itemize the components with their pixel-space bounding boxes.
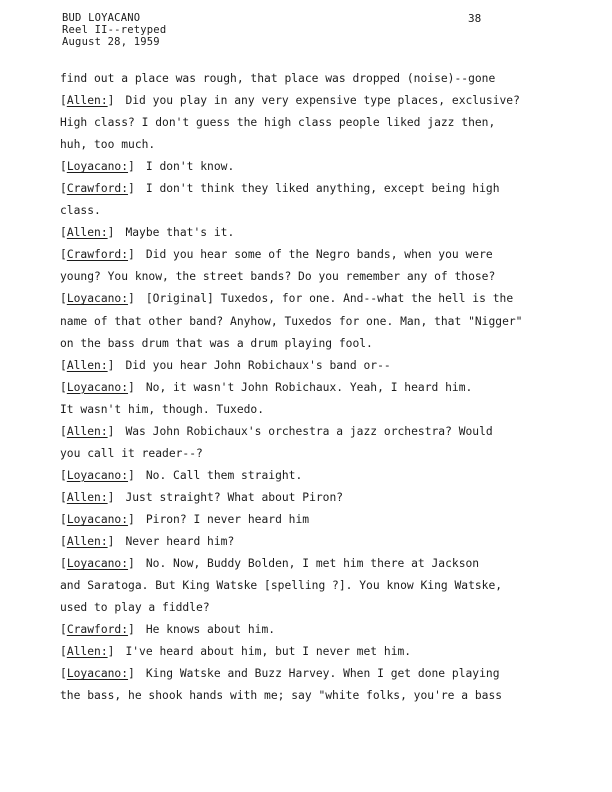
line-text: Was John Robichaux's orchestra a jazz orchestra? Would — [125, 424, 493, 438]
speaker-label: [Loyacano:] — [60, 380, 135, 394]
transcript-line — [60, 112, 580, 134]
transcript-line — [60, 465, 580, 487]
transcript-line — [60, 685, 580, 707]
speaker-label: [Allen:] — [60, 358, 115, 372]
transcript-line — [60, 311, 580, 333]
transcript-line — [60, 244, 580, 266]
transcript-line — [60, 288, 580, 310]
line-text: you call it reader--? — [60, 446, 203, 460]
header-name: BUD LOYACANO — [62, 12, 141, 24]
transcript-line — [60, 377, 580, 399]
transcript-line — [60, 531, 580, 553]
transcript-line — [60, 421, 580, 443]
speaker-label: [Loyacano:] — [60, 512, 135, 526]
line-text: find out a place was rough, that place was dropped (noise)--gone — [60, 72, 496, 85]
transcript-line — [60, 266, 580, 288]
transcript-line — [60, 509, 580, 531]
line-text: used to play a fiddle? — [60, 601, 210, 615]
transcript-line — [60, 68, 580, 90]
transcript-line — [60, 355, 580, 377]
speaker-label: [Crawford:] — [60, 248, 135, 262]
transcript-line — [60, 619, 580, 641]
transcript-line — [60, 156, 580, 178]
transcript-line — [60, 575, 580, 597]
header-date: August 28, 1959 — [62, 36, 160, 48]
transcript-line — [60, 134, 580, 156]
speaker-label: [Crawford:] — [60, 623, 135, 637]
page-number: 38 — [468, 12, 482, 25]
line-text: I've heard about him, but I never met him. — [125, 645, 412, 659]
speaker-label: [Allen:] — [60, 534, 115, 548]
line-text: High class? I don't guess the high class people liked jazz then, — [60, 116, 496, 130]
transcript-line — [60, 553, 580, 575]
transcript-body — [60, 68, 580, 707]
speaker-label: [Loyacano:] — [60, 667, 135, 681]
line-text: class. — [60, 204, 101, 218]
speaker-label: [Crawford:] — [60, 182, 135, 196]
speaker-label: [Loyacano:] — [60, 557, 135, 571]
speaker-label: [Loyacano:] — [60, 160, 135, 174]
speaker-label: [Loyacano:] — [60, 468, 135, 482]
line-text: Maybe that's it. — [125, 226, 235, 240]
line-text: [Original] Tuxedos, for one. And--what the hell is the — [145, 292, 514, 306]
header-reel: Reel II--retyped — [62, 24, 167, 36]
line-text: I don't know. — [145, 160, 235, 174]
speaker-label: [Loyacano:] — [60, 292, 135, 306]
line-text: name of that other band? Anyhow, Tuxedos for one. Man, that "Nigger" — [60, 314, 523, 328]
line-text: Never heard him? — [125, 534, 235, 548]
line-text: It wasn't him, though. Tuxedo. — [60, 402, 265, 416]
speaker-label: [Allen:] — [60, 226, 115, 240]
speaker-label: [Allen:] — [60, 424, 115, 438]
line-text: and Saratoga. But King Watske [spelling ?]. You know King Watske, — [60, 579, 503, 593]
transcript-line — [60, 487, 580, 509]
line-text: No. Now, Buddy Bolden, I met him there at Jackson — [145, 557, 480, 571]
line-text: Just straight? What about Piron? — [125, 490, 344, 504]
line-text: I don't think they liked anything, except being high — [145, 182, 500, 196]
speaker-label: [Allen:] — [60, 94, 115, 108]
transcript-line — [60, 399, 580, 421]
speaker-label: [Allen:] — [60, 645, 115, 659]
line-text: Piron? I never heard him — [145, 512, 310, 526]
line-text: the bass, he shook hands with me; say "white folks, you're a bass — [60, 689, 503, 703]
page-header — [62, 12, 166, 48]
transcript-line — [60, 90, 580, 112]
speaker-label: [Allen:] — [60, 490, 115, 504]
line-text: No. Call them straight. — [145, 468, 303, 482]
line-text: on the bass drum that was a drum playing fool. — [60, 336, 373, 350]
line-text: young? You know, the street bands? Do you remember any of those? — [60, 270, 496, 284]
line-text: Did you hear some of the Negro bands, when you were — [145, 248, 493, 262]
transcript-line — [60, 641, 580, 663]
line-text: huh, too much. — [60, 138, 156, 152]
transcript-line — [60, 597, 580, 619]
line-text: Did you play in any very expensive type places, exclusive? — [125, 94, 520, 108]
transcript-line — [60, 222, 580, 244]
transcript-line — [60, 333, 580, 355]
line-text: No, it wasn't John Robichaux. Yeah, I heard him. — [145, 380, 473, 394]
transcript-line — [60, 663, 580, 685]
line-text: King Watske and Buzz Harvey. When I get done playing — [145, 667, 500, 681]
transcript-line — [60, 178, 580, 200]
transcript-line — [60, 200, 580, 222]
line-text: He knows about him. — [145, 623, 276, 637]
line-text: Did you hear John Robichaux's band or-- — [125, 358, 391, 372]
transcript-line — [60, 443, 580, 465]
